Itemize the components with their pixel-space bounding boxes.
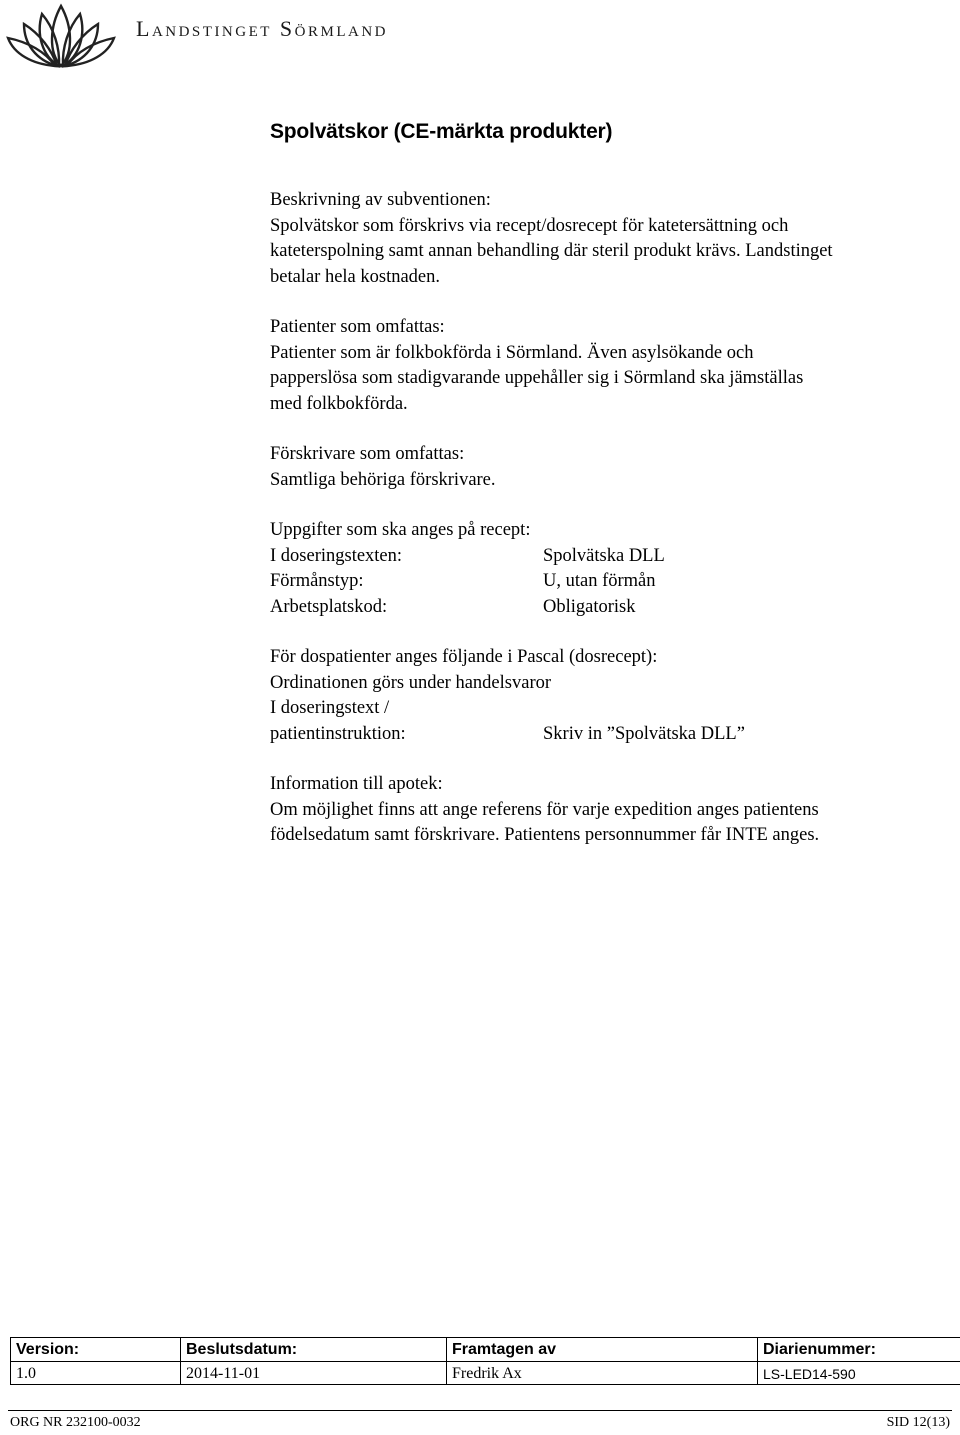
lotus-logo-icon [6, 2, 116, 70]
document-body [270, 120, 950, 874]
decision-date-value: 2014-11-01 [181, 1362, 447, 1385]
version-header: Version: [11, 1338, 181, 1362]
decision-date-header: Beslutsdatum: [181, 1338, 447, 1362]
prescription-row [270, 544, 950, 570]
row-label: patientinstruktion: [270, 723, 406, 744]
body-line: Spolvätskor som förskrivs via recept/dosrecept för katetersättning och [270, 215, 789, 236]
footer-divider [8, 1410, 952, 1411]
registry-number-header: Diarienummer: [758, 1338, 960, 1362]
patients-section [270, 315, 950, 417]
document-title: Spolvätskor (CE-märkta produkter) [270, 120, 613, 143]
document-info-table [10, 1337, 960, 1385]
body-line: Patienter som är folkbokförda i Sörmland. Även asylsökande och [270, 342, 754, 363]
author-value: Fredrik Ax [447, 1362, 758, 1385]
registry-number-value: LS-LED14-590 [758, 1362, 960, 1385]
body-line: papperslösa som stadigvarande uppehåller sig i Sörmland ska jämställas [270, 368, 804, 388]
body-line: Ordinationen görs under handelsvaror [270, 672, 552, 693]
row-label: Förmånstyp: [270, 571, 364, 591]
prescription-row [270, 595, 950, 621]
prescribers-section [270, 442, 950, 493]
prescription-section [270, 518, 950, 620]
prescription-row [270, 569, 950, 595]
section-heading: Förskrivare som omfattas: [270, 444, 465, 464]
section-heading: Patienter som omfattas: [270, 317, 445, 337]
row-value: Skriv in ”Spolvätska DLL” [543, 723, 745, 744]
body-line: födelsedatum samt förskrivare. Patientens personnummer får INTE anges. [270, 825, 820, 845]
row-value: Spolvätska DLL [543, 545, 665, 566]
section-heading: Information till apotek: [270, 774, 443, 794]
version-value: 1.0 [11, 1362, 181, 1385]
row-value: U, utan förmån [543, 571, 656, 591]
patient-instruction-row [270, 722, 950, 748]
body-line: kateterspolning samt annan behandling där steril produkt krävs. Landstinget [270, 241, 833, 261]
dose-patients-section [270, 645, 950, 747]
subsidy-section [270, 188, 950, 290]
org-number: ORG NR 232100-0032 [10, 1415, 141, 1430]
row-label: I doseringstexten: [270, 545, 403, 566]
author-header: Framtagen av [447, 1338, 758, 1362]
body-line: med folkbokförda. [270, 393, 408, 414]
section-heading: Uppgifter som ska anges på recept: [270, 520, 531, 540]
page-header [6, 2, 426, 72]
body-line: betalar hela kostnaden. [270, 266, 441, 287]
row-label: Arbetsplatskod: [270, 596, 388, 617]
body-line: Om möjlighet finns att ange referens för varje expedition anges patientens [270, 799, 819, 820]
table-row [11, 1362, 960, 1385]
pharmacy-section [270, 772, 950, 849]
section-heading: För dospatienter anges följande i Pascal (dosrecept): [270, 647, 658, 667]
body-line: I doseringstext / [270, 698, 390, 718]
page-number: SID 12(13) [886, 1415, 950, 1430]
organization-name: Landstinget Sörmland [136, 16, 388, 41]
table-header-row [11, 1338, 960, 1362]
section-heading: Beskrivning av subventionen: [270, 190, 491, 210]
row-value: Obligatorisk [543, 596, 636, 617]
body-line: Samtliga behöriga förskrivare. [270, 469, 496, 490]
